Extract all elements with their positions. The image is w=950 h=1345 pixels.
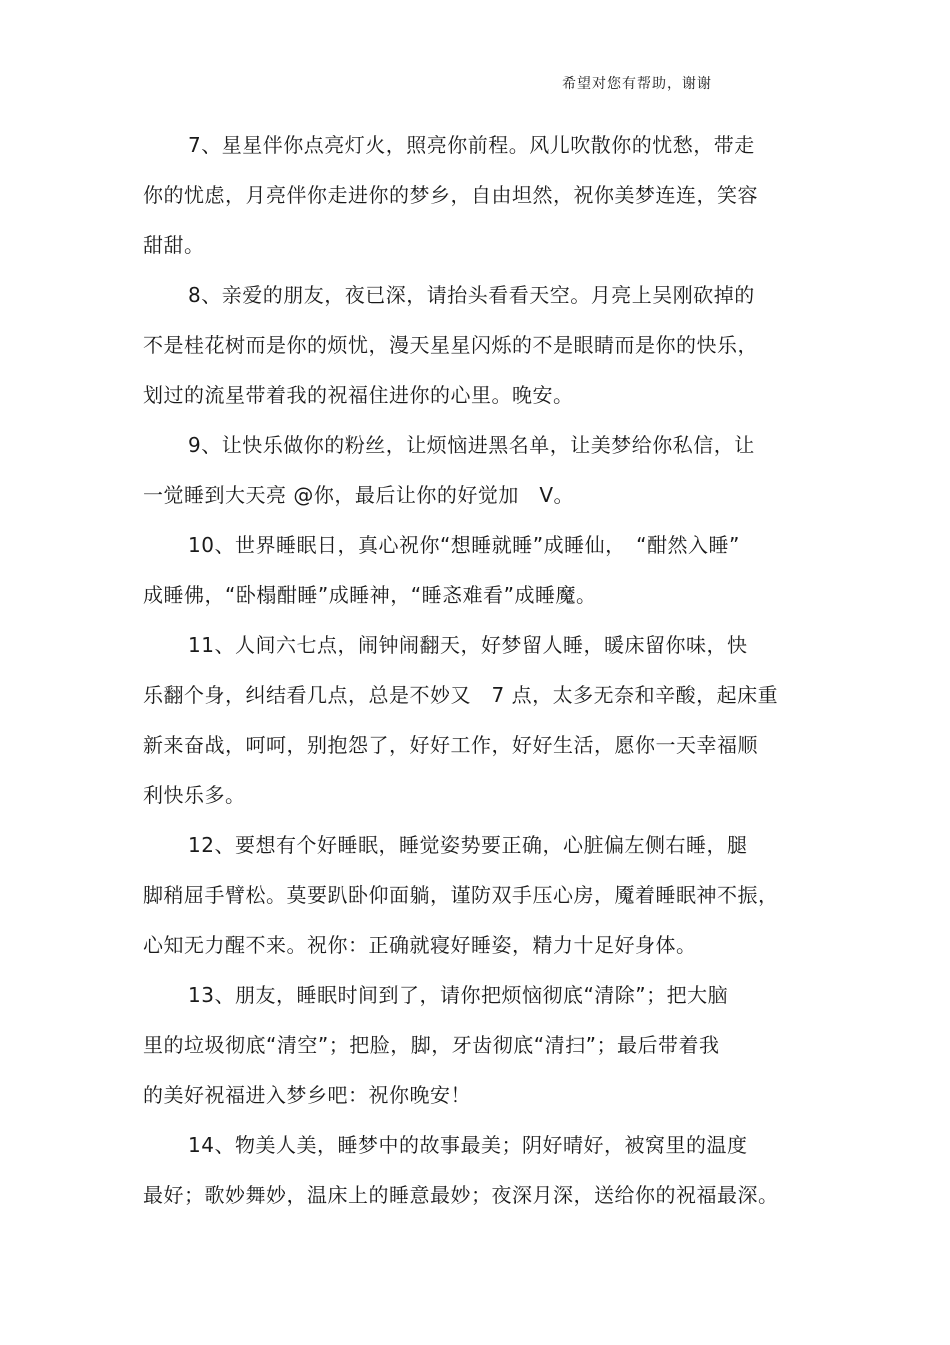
paragraph-line: 的美好祝福进入梦乡吧：祝你晚安！ [143, 1083, 471, 1107]
paragraph-line: 10、世界睡眠日，真心祝你“想睡就睡”成睡仙， “酣然入睡” [188, 533, 740, 557]
paragraph-11 [143, 620, 803, 820]
paragraph-line: 乐翻个身，纠结看几点，总是不妙又 7 点，太多无奈和辛酸，起床重 [143, 683, 779, 707]
paragraph-line: 不是桂花树而是你的烦忧，漫天星星闪烁的不是眼睛而是你的快乐， [143, 333, 758, 357]
paragraph-line: 13、朋友，睡眠时间到了，请你把烦恼彻底“清除”；把大脑 [188, 983, 729, 1007]
paragraph-line: 你的忧虑，月亮伴你走进你的梦乡，自由坦然，祝你美梦连连，笑容 [143, 183, 758, 207]
paragraph-line: 最好；歌妙舞妙，温床上的睡意最妙；夜深月深，送给你的祝福最深。 [143, 1183, 779, 1207]
paragraph-line: 7、星星伴你点亮灯火，照亮你前程。风儿吹散你的忧愁，带走 [188, 133, 755, 157]
paragraph-8 [143, 270, 803, 420]
paragraph-line: 11、人间六七点，闹钟闹翻天，好梦留人睡，暖床留你味，快 [188, 633, 748, 657]
paragraph-line: 心知无力醒不来。祝你：正确就寝好睡姿，精力十足好身体。 [143, 933, 697, 957]
paragraph-line: 12、要想有个好睡眠，睡觉姿势要正确，心脏偏左侧右睡，腿 [188, 833, 748, 857]
document-body [143, 120, 803, 1220]
paragraph-12 [143, 820, 803, 970]
paragraph-line: 甜甜。 [143, 233, 205, 257]
paragraph-line: 9、让快乐做你的粉丝，让烦恼进黑名单，让美梦给你私信，让 [188, 433, 755, 457]
paragraph-line: 里的垃圾彻底“清空”；把脸，脚，牙齿彻底“清扫”；最后带着我 [143, 1033, 720, 1057]
paragraph-14 [143, 1120, 803, 1220]
paragraph-line: 利快乐多。 [143, 783, 246, 807]
paragraph-line: 新来奋战，呵呵，别抱怨了，好好工作，好好生活，愿你一天幸福顺 [143, 733, 758, 757]
paragraph-7 [143, 120, 803, 270]
paragraph-line: 14、物美人美，睡梦中的故事最美；阴好晴好，被窝里的温度 [188, 1133, 748, 1157]
paragraph-line: 划过的流星带着我的祝福住进你的心里。晚安。 [143, 383, 574, 407]
paragraph-13 [143, 970, 803, 1120]
paragraph-line: 8、亲爱的朋友，夜已深，请抬头看看天空。月亮上吴刚砍掉的 [188, 283, 755, 307]
paragraph-9 [143, 420, 803, 520]
header-note: 希望对您有帮助，谢谢 [562, 76, 712, 92]
paragraph-line: 一觉睡到大天亮 @你，最后让你的好觉加 V。 [143, 483, 575, 507]
paragraph-10 [143, 520, 803, 620]
paragraph-line: 脚稍屈手臂松。莫要趴卧仰面躺，谨防双手压心房，魇着睡眠神不振， [143, 883, 779, 907]
paragraph-line: 成睡佛，“卧榻酣睡”成睡神，“睡忞难看”成睡魔。 [143, 583, 597, 607]
